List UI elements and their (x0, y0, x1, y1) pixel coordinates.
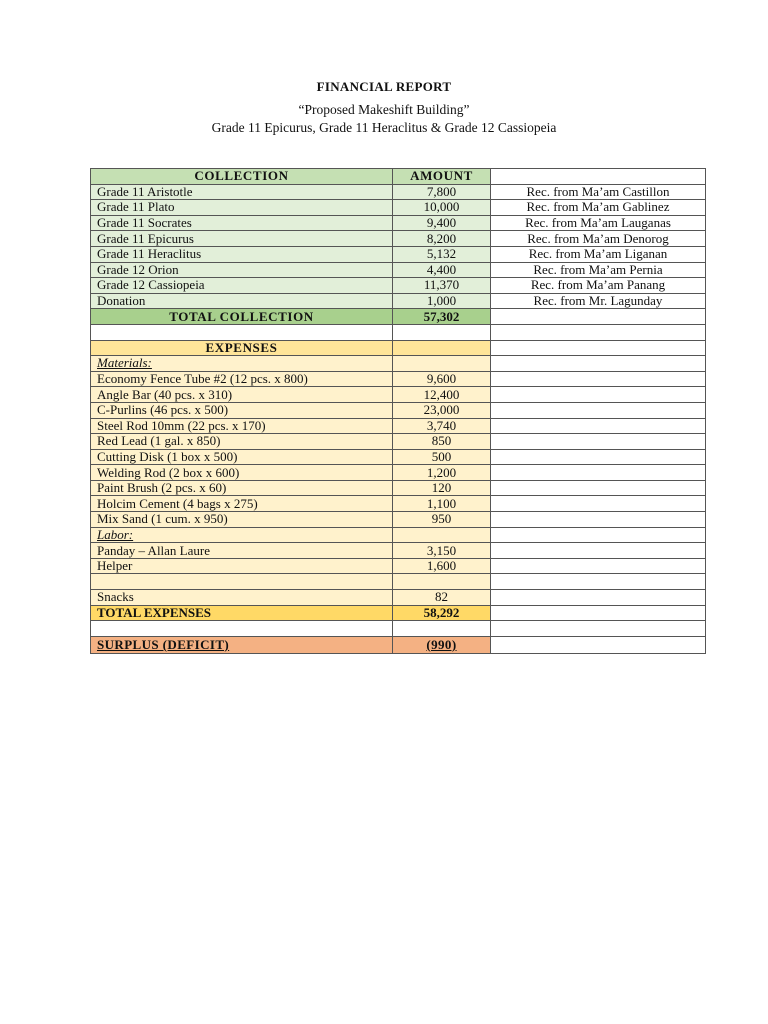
expense-amount: 850 (393, 434, 491, 450)
report-title: FINANCIAL REPORT (316, 79, 452, 94)
empty-cell (393, 340, 491, 356)
empty-cell (91, 574, 393, 590)
collection-amount: 7,800 (393, 184, 491, 200)
expense-label: Helper (91, 558, 393, 574)
empty-cell (491, 543, 706, 559)
empty-cell (491, 636, 706, 653)
expense-amount: 12,400 (393, 387, 491, 403)
total-expenses-row (91, 605, 706, 621)
expense-amount: 950 (393, 512, 491, 528)
table-row (91, 543, 706, 559)
collection-label: Grade 12 Orion (91, 262, 393, 278)
table-row (91, 496, 706, 512)
spacer-row (91, 621, 706, 637)
empty-cell (393, 356, 491, 372)
empty-cell (491, 371, 706, 387)
empty-cell (491, 434, 706, 450)
total-collection-label: TOTAL COLLECTION (91, 309, 393, 325)
expense-amount: 500 (393, 449, 491, 465)
table-row (91, 590, 706, 606)
expense-label: Red Lead (1 gal. x 850) (91, 434, 393, 450)
collection-header: COLLECTION (91, 169, 393, 185)
collection-label: Grade 11 Plato (91, 200, 393, 216)
expense-label: Steel Rod 10mm (22 pcs. x 170) (91, 418, 393, 434)
empty-cell (491, 309, 706, 325)
expense-label: Holcim Cement (4 bags x 275) (91, 496, 393, 512)
collection-label: Donation (91, 293, 393, 309)
expenses-header-row (91, 340, 706, 356)
expense-label: C-Purlins (46 pcs. x 500) (91, 402, 393, 418)
table-row (91, 278, 706, 294)
empty-cell (393, 621, 491, 637)
table-row (91, 465, 706, 481)
project-name: “Proposed Makeshift Building” (298, 102, 470, 117)
collection-amount: 1,000 (393, 293, 491, 309)
empty-cell (491, 527, 706, 543)
collection-header-row (91, 169, 706, 185)
expense-label: Paint Brush (2 pcs. x 60) (91, 480, 393, 496)
table-row (91, 387, 706, 403)
empty-cell (491, 574, 706, 590)
materials-label: Materials: (91, 356, 393, 372)
table-row (91, 200, 706, 216)
collection-amount: 9,400 (393, 215, 491, 231)
sections-line: Grade 11 Epicurus, Grade 11 Heraclitus & Grade 12 Cassiopeia (211, 120, 557, 135)
empty-cell (491, 356, 706, 372)
collection-amount: 5,132 (393, 246, 491, 262)
expenses-header: EXPENSES (91, 340, 393, 356)
collection-remark: Rec. from Ma’am Liganan (491, 246, 706, 262)
collection-remark: Rec. from Ma’am Pernia (491, 262, 706, 278)
collection-label: Grade 11 Socrates (91, 215, 393, 231)
expense-label: Angle Bar (40 pcs. x 310) (91, 387, 393, 403)
labor-heading-row (91, 527, 706, 543)
collection-label: Grade 12 Cassiopeia (91, 278, 393, 294)
remarks-header (491, 169, 706, 185)
collection-remark: Rec. from Ma’am Gablinez (491, 200, 706, 216)
collection-amount: 11,370 (393, 278, 491, 294)
spacer-row (91, 324, 706, 340)
empty-cell (491, 402, 706, 418)
table-row (91, 558, 706, 574)
collection-remark: Rec. from Mr. Lagunday (491, 293, 706, 309)
expense-amount: 23,000 (393, 402, 491, 418)
snacks-label: Snacks (91, 590, 393, 606)
empty-cell (91, 324, 393, 340)
materials-heading-row (91, 356, 706, 372)
collection-label: Grade 11 Aristotle (91, 184, 393, 200)
total-expenses-label: TOTAL EXPENSES (91, 605, 393, 621)
table-row (91, 512, 706, 528)
table-row (91, 184, 706, 200)
table-row (91, 262, 706, 278)
table-row (91, 231, 706, 247)
table-row (91, 418, 706, 434)
table-row (91, 371, 706, 387)
expense-label: Welding Rod (2 box x 600) (91, 465, 393, 481)
surplus-label: SURPLUS (DEFICIT) (91, 636, 393, 653)
empty-cell (491, 558, 706, 574)
expense-amount: 1,200 (393, 465, 491, 481)
total-collection-amount: 57,302 (393, 309, 491, 325)
collection-amount: 8,200 (393, 231, 491, 247)
empty-cell (393, 527, 491, 543)
empty-cell (491, 590, 706, 606)
empty-cell (491, 621, 706, 637)
empty-cell (491, 496, 706, 512)
surplus-amount: (990) (393, 636, 491, 653)
empty-cell (491, 465, 706, 481)
expense-amount: 9,600 (393, 371, 491, 387)
collection-label: Grade 11 Epicurus (91, 231, 393, 247)
table-row (91, 449, 706, 465)
labor-label: Labor: (91, 527, 393, 543)
expense-label: Mix Sand (1 cum. x 950) (91, 512, 393, 528)
empty-cell (491, 605, 706, 621)
empty-cell (393, 324, 491, 340)
total-expenses-amount: 58,292 (393, 605, 491, 621)
empty-cell (491, 387, 706, 403)
empty-cell (393, 574, 491, 590)
empty-cell (491, 340, 706, 356)
empty-cell (91, 621, 393, 637)
collection-remark: Rec. from Ma’am Lauganas (491, 215, 706, 231)
expense-label: Panday – Allan Laure (91, 543, 393, 559)
empty-cell (491, 449, 706, 465)
collection-remark: Rec. from Ma’am Castillon (491, 184, 706, 200)
expense-amount: 1,100 (393, 496, 491, 512)
table-row (91, 402, 706, 418)
snacks-amount: 82 (393, 590, 491, 606)
expense-amount: 3,740 (393, 418, 491, 434)
empty-cell (491, 480, 706, 496)
empty-cell (491, 324, 706, 340)
empty-cell (491, 418, 706, 434)
table-row (91, 480, 706, 496)
expense-amount: 3,150 (393, 543, 491, 559)
collection-amount: 10,000 (393, 200, 491, 216)
spacer-row (91, 574, 706, 590)
surplus-row (91, 636, 706, 653)
amount-header: AMOUNT (393, 169, 491, 185)
expense-amount: 1,600 (393, 558, 491, 574)
table-row (91, 215, 706, 231)
expense-amount: 120 (393, 480, 491, 496)
table-row (91, 434, 706, 450)
table-row (91, 293, 706, 309)
financial-table (90, 168, 706, 654)
collection-amount: 4,400 (393, 262, 491, 278)
expense-label: Economy Fence Tube #2 (12 pcs. x 800) (91, 371, 393, 387)
total-collection-row (91, 309, 706, 325)
collection-label: Grade 11 Heraclitus (91, 246, 393, 262)
table-row (91, 246, 706, 262)
collection-remark: Rec. from Ma’am Panang (491, 278, 706, 294)
empty-cell (491, 512, 706, 528)
collection-remark: Rec. from Ma’am Denorog (491, 231, 706, 247)
expense-label: Cutting Disk (1 box x 500) (91, 449, 393, 465)
